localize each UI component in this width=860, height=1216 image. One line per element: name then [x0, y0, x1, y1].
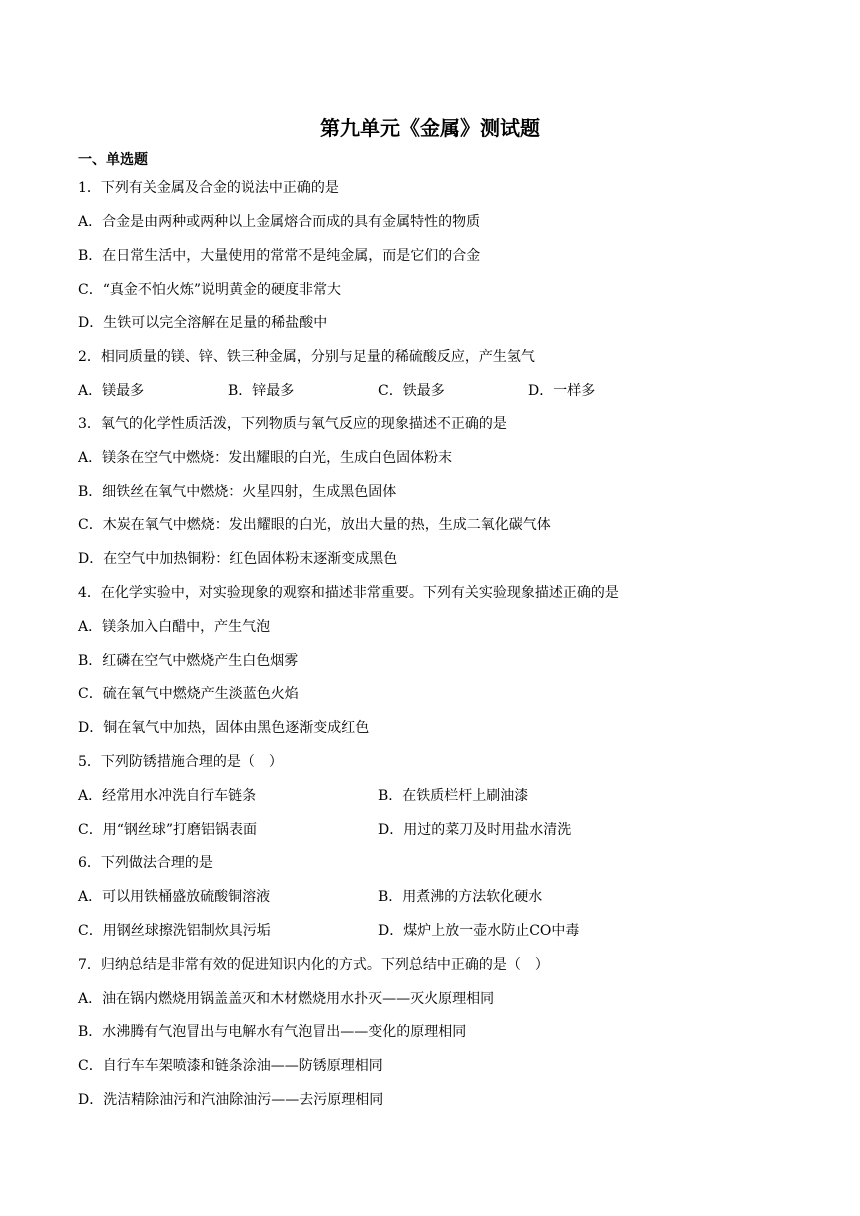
option-d: D．用过的菜刀及时用盐水清洗 [378, 822, 572, 838]
option-d: D．煤炉上放一壶水防止CO中毒 [378, 923, 580, 939]
question-stem: 3．氧气的化学性质活泼，下列物质与氧气反应的现象描述不正确的是 [78, 416, 507, 432]
option-b: B．锌最多 [228, 383, 295, 399]
option-b: B．在铁质栏杆上刷油漆 [378, 788, 529, 804]
option-d: D．生铁可以完全溶解在足量的稀盐酸中 [78, 315, 328, 331]
option-c: C．用钢丝球擦洗铝制炊具污垢 [78, 923, 271, 939]
option-a: A．镁条加入白醋中，产生气泡 [78, 619, 271, 635]
option-c: C．铁最多 [378, 383, 445, 399]
option-d: D．洗洁精除油污和汽油除油污——去污原理相同 [78, 1092, 384, 1108]
option-c: C．木炭在氧气中燃烧：发出耀眼的白光，放出大量的热，生成二氧化碳气体 [78, 517, 551, 533]
question-stem: 2．相同质量的镁、锌、铁三种金属，分别与足量的稀硫酸反应，产生氢气 [78, 349, 535, 365]
option-a: A．油在锅内燃烧用锅盖盖灭和木材燃烧用水扑灭——灭火原理相同 [78, 991, 495, 1007]
question-stem: 1．下列有关金属及合金的说法中正确的是 [78, 180, 339, 196]
option-d: D．铜在氧气中加热，固体由黑色逐渐变成红色 [78, 720, 370, 736]
option-d: D．一样多 [528, 383, 596, 399]
question-stem: 7．归纳总结是非常有效的促进知识内化的方式。下列总结中正确的是（ ） [78, 957, 549, 973]
option-b: B．在日常生活中，大量使用的常常不是纯金属，而是它们的合金 [78, 248, 481, 264]
option-a: A．合金是由两种或两种以上金属熔合而成的具有金属特性的物质 [78, 214, 481, 230]
option-b: B．水沸腾有气泡冒出与电解水有气泡冒出——变化的原理相同 [78, 1024, 467, 1040]
option-b: B．用煮沸的方法软化硬水 [378, 889, 543, 905]
option-c: C．用“钢丝球”打磨铝锅表面 [78, 822, 258, 838]
option-b: B．红磷在空气中燃烧产生白色烟雾 [78, 653, 299, 669]
option-a: A．镁最多 [78, 383, 145, 399]
option-c: C．自行车车架喷漆和链条涂油——防锈原理相同 [78, 1058, 383, 1074]
option-c: C．硫在氧气中燃烧产生淡蓝色火焰 [78, 686, 299, 702]
question-stem: 4．在化学实验中，对实验现象的观察和描述非常重要。下列有关实验现象描述正确的是 [78, 585, 619, 601]
page-title: 第九单元《金属》测试题 [320, 116, 540, 140]
question-stem: 5．下列防锈措施合理的是（ ） [78, 754, 283, 770]
option-d: D．在空气中加热铜粉：红色固体粉末逐渐变成黑色 [78, 551, 398, 567]
option-a: A．镁条在空气中燃烧：发出耀眼的白光，生成白色固体粉末 [78, 450, 453, 466]
option-c: C．“真金不怕火炼”说明黄金的硬度非常大 [78, 282, 342, 298]
option-b: B．细铁丝在氧气中燃烧：火星四射，生成黑色固体 [78, 484, 397, 500]
option-a: A．经常用水冲洗自行车链条 [78, 788, 257, 804]
option-a: A．可以用铁桶盛放硫酸铜溶液 [78, 889, 271, 905]
section-heading: 一、单选题 [78, 152, 148, 168]
question-stem: 6．下列做法合理的是 [78, 855, 213, 871]
